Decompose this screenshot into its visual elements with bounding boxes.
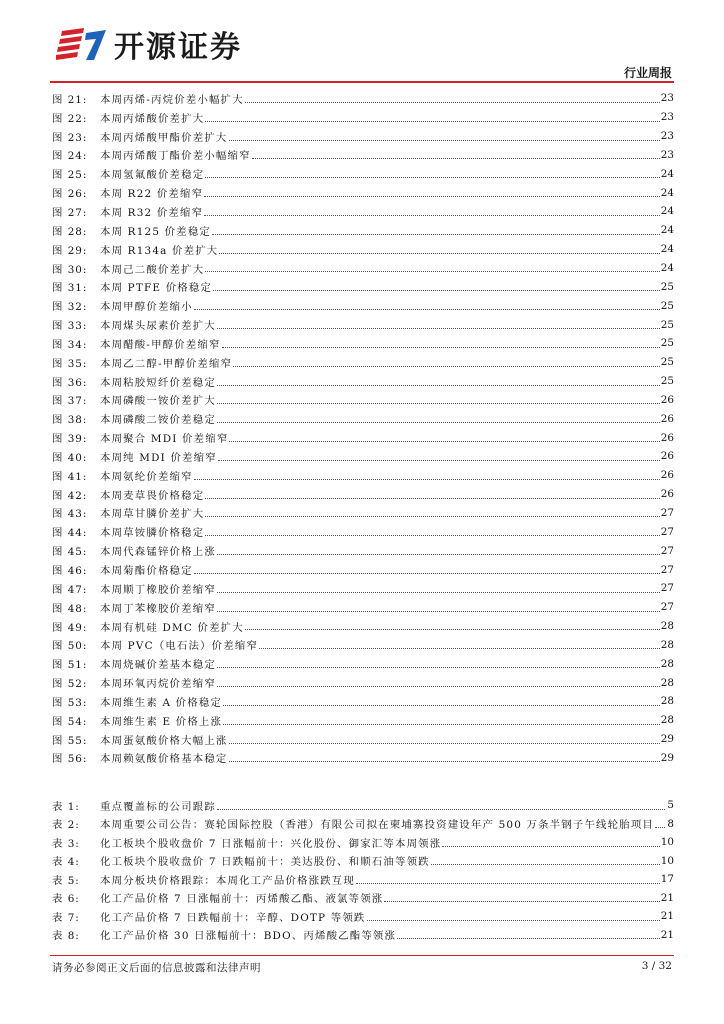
- entry-label: 图 24:: [52, 150, 88, 163]
- entry-page-number: 21: [660, 910, 674, 923]
- dot-leader: [205, 497, 659, 499]
- entry-page-number: 23: [660, 92, 674, 105]
- entry-label: 图 42:: [52, 489, 88, 502]
- entry-label: 图 30:: [52, 263, 88, 276]
- entry-page-number: 24: [660, 205, 674, 218]
- entry-title: 本周磷酸一铵价差扩大: [100, 395, 216, 408]
- figure-index-entry[interactable]: [50, 692, 674, 711]
- logo-text: 开源证券: [114, 30, 242, 65]
- entry-label: 图 31:: [52, 282, 88, 295]
- entry-label: 图 25:: [52, 169, 88, 182]
- entry-label: 图 56:: [52, 753, 88, 766]
- entry-title: 本周丁苯橡胶价差缩窄: [100, 602, 216, 615]
- company-logo: [56, 22, 242, 66]
- entry-label: 图 51:: [52, 659, 88, 672]
- entry-label: 图 28:: [52, 225, 88, 238]
- dot-leader: [205, 534, 659, 536]
- entry-page-number: 27: [660, 544, 674, 557]
- footer-divider: [50, 955, 674, 956]
- dot-leader: [217, 553, 660, 555]
- dot-leader: [205, 270, 659, 272]
- figure-index-entry[interactable]: [50, 579, 674, 598]
- entry-label: 表 1:: [52, 800, 80, 813]
- entry-label: 图 43:: [52, 508, 88, 521]
- entry-title: 本周氢氟酸价差稳定: [100, 169, 205, 182]
- table-index-entry[interactable]: [50, 870, 674, 889]
- dot-leader: [229, 440, 659, 442]
- entry-page-number: 24: [660, 186, 674, 199]
- entry-title: 本周 R32 价差缩窄: [100, 206, 204, 219]
- figure-index-entry[interactable]: [50, 240, 674, 259]
- entry-label: 图 50:: [52, 640, 88, 653]
- entry-label: 图 35:: [52, 357, 88, 370]
- figure-index-entry[interactable]: [50, 560, 674, 579]
- table-index-entry[interactable]: [50, 889, 674, 908]
- dot-leader: [213, 289, 660, 291]
- figure-index-entry[interactable]: [50, 447, 674, 466]
- entry-title: 本周草铵膦价格稳定: [100, 527, 205, 540]
- dot-leader: [442, 845, 659, 847]
- entry-title: 本周 R134a 价差扩大: [100, 244, 219, 257]
- figure-index-entry[interactable]: [50, 259, 674, 278]
- entry-title: 重点覆盖标的公司跟踪: [100, 800, 216, 813]
- dot-leader: [217, 610, 660, 612]
- entry-label: 图 27:: [52, 206, 88, 219]
- entry-page-number: 28: [660, 695, 674, 708]
- page-indicator: 3 / 32: [641, 960, 672, 972]
- entry-label: 图 41:: [52, 470, 88, 483]
- dot-leader: [223, 723, 660, 725]
- entry-page-number: 26: [660, 393, 674, 406]
- entry-page-number: 24: [660, 262, 674, 275]
- entry-page-number: 23: [660, 148, 674, 161]
- entry-page-number: 25: [660, 337, 674, 350]
- entry-title: 本周丙烯酸价差扩大: [100, 112, 205, 125]
- entry-page-number: 27: [660, 563, 674, 576]
- figure-index-entry[interactable]: [50, 372, 674, 391]
- dot-leader: [259, 647, 660, 649]
- entry-title: 本周维生素 E 价格上涨: [100, 715, 223, 728]
- entry-title: 本周丙烯酸甲酯价差扩大: [100, 131, 228, 144]
- entry-label: 图 40:: [52, 451, 88, 464]
- entry-title: 本周甲醇价差缩小: [100, 301, 193, 314]
- entry-label: 图 23:: [52, 131, 88, 144]
- entry-title: 本周有机硅 DMC 价差扩大: [100, 621, 244, 634]
- entry-label: 表 6:: [52, 893, 80, 906]
- entry-label: 图 49:: [52, 621, 88, 634]
- entry-label: 表 8:: [52, 930, 80, 943]
- figure-index-entry[interactable]: [50, 89, 674, 108]
- entry-title: 本周 R22 价差缩窄: [100, 188, 204, 201]
- figure-index-entry[interactable]: [50, 127, 674, 146]
- entry-title: 本周分板块价格跟踪：本周化工产品价格涨跌互现: [100, 874, 355, 887]
- figure-index-entry[interactable]: [50, 146, 674, 165]
- entry-title: 本周 R125 价差稳定: [100, 225, 212, 238]
- entry-page-number: 28: [660, 620, 674, 633]
- dot-leader: [212, 233, 660, 235]
- dot-leader: [229, 760, 660, 762]
- dot-leader: [217, 327, 660, 329]
- dot-leader: [252, 157, 660, 159]
- entry-title: 本周醋酸-甲醇价差缩窄: [100, 338, 221, 351]
- entry-page-number: 26: [660, 488, 674, 501]
- entry-label: 图 47:: [52, 583, 88, 596]
- entry-label: 图 22:: [52, 112, 88, 125]
- entry-page-number: 29: [660, 733, 674, 746]
- entry-page-number: 23: [660, 130, 674, 143]
- dot-leader: [384, 900, 659, 902]
- table-index-entry[interactable]: [50, 926, 674, 945]
- figure-index-entry[interactable]: [50, 108, 674, 127]
- entry-page-number: 25: [660, 299, 674, 312]
- entry-title: 化工产品价格 7 日跌幅前十：辛醇、DOTP 等领跌: [100, 911, 366, 924]
- entry-page-number: 28: [660, 657, 674, 670]
- entry-title: 本周顺丁橡胶价差缩窄: [100, 583, 216, 596]
- entry-label: 图 54:: [52, 715, 88, 728]
- footer-disclaimer: 请务必参阅正文后面的信息披露和法律声明: [52, 962, 261, 974]
- dot-leader: [229, 139, 660, 141]
- entry-label: 图 36:: [52, 376, 88, 389]
- figure-index-entry[interactable]: [50, 598, 674, 617]
- figure-index-entry[interactable]: [50, 409, 674, 428]
- entry-page-number: 5: [667, 799, 674, 812]
- entry-title: 本周氨纶价差缩窄: [100, 470, 193, 483]
- entry-label: 图 53:: [52, 696, 88, 709]
- entry-label: 图 32:: [52, 301, 88, 314]
- entry-title: 本周草甘膦价差扩大: [100, 508, 205, 521]
- entry-label: 表 2:: [52, 819, 80, 832]
- figure-index-entry[interactable]: [50, 221, 674, 240]
- figure-index-entry[interactable]: [50, 522, 674, 541]
- figure-index-entry[interactable]: [50, 711, 674, 730]
- dot-leader: [655, 826, 665, 828]
- dot-leader: [217, 421, 660, 423]
- dot-leader: [223, 704, 660, 706]
- dot-leader: [245, 628, 660, 630]
- entry-title: 本周纯 MDI 价差缩窄: [100, 451, 217, 464]
- dot-leader: [219, 252, 659, 254]
- entry-label: 图 45:: [52, 546, 88, 559]
- entry-label: 图 37:: [52, 395, 88, 408]
- dot-leader: [217, 591, 660, 593]
- entry-page-number: 25: [660, 280, 674, 293]
- dot-leader: [218, 459, 660, 461]
- entry-page-number: 27: [660, 506, 674, 519]
- entry-title: 本周己二酸价差扩大: [100, 263, 205, 276]
- table-index-entry[interactable]: [50, 796, 674, 815]
- figure-index-entry[interactable]: [50, 485, 674, 504]
- entry-page-number: 28: [660, 638, 674, 651]
- entry-page-number: 28: [660, 714, 674, 727]
- entry-page-number: 25: [660, 375, 674, 388]
- entry-page-number: 21: [660, 928, 674, 941]
- figure-index-entry[interactable]: [50, 730, 674, 749]
- entry-label: 图 33:: [52, 320, 88, 333]
- figure-index-entry[interactable]: [50, 315, 674, 334]
- header-divider: [50, 81, 674, 83]
- dot-leader: [205, 515, 659, 517]
- figure-index-entry[interactable]: [50, 353, 674, 372]
- figure-index-entry[interactable]: [50, 334, 674, 353]
- entry-page-number: 23: [660, 111, 674, 124]
- dot-leader: [217, 666, 660, 668]
- figure-index-entry[interactable]: [50, 654, 674, 673]
- figure-index-entry[interactable]: [50, 635, 674, 654]
- page-header: [0, 0, 724, 82]
- dot-leader: [194, 572, 660, 574]
- entry-page-number: 25: [660, 356, 674, 369]
- dot-leader: [204, 195, 660, 197]
- entry-title: 本周丙烯-丙烷价差小幅扩大: [100, 93, 244, 106]
- entry-page-number: 17: [660, 873, 674, 886]
- entry-label: 图 29:: [52, 244, 88, 257]
- entry-title: 本周乙二醇-甲醇价差缩窄: [100, 357, 233, 370]
- entry-page-number: 26: [660, 431, 674, 444]
- entry-title: 化工产品价格 30 日涨幅前十：BDO、丙烯酸乙酯等领涨: [100, 930, 397, 943]
- entry-title: 本周代森锰锌价格上涨: [100, 546, 216, 559]
- entry-title: 本周环氧丙烷价差缩窄: [100, 678, 216, 691]
- dot-leader: [245, 101, 660, 103]
- entry-title: 本周煤头尿素价差扩大: [100, 320, 216, 333]
- entry-label: 图 55:: [52, 734, 88, 747]
- dot-leader: [217, 808, 665, 810]
- entry-page-number: 10: [660, 836, 674, 849]
- dot-leader: [367, 919, 660, 921]
- figure-index-entry[interactable]: [50, 673, 674, 692]
- entry-label: 图 38:: [52, 414, 88, 427]
- logo-mark-icon: [56, 27, 108, 61]
- entry-title: 本周麦草畏价格稳定: [100, 489, 205, 502]
- dot-leader: [205, 176, 659, 178]
- entry-label: 表 4:: [52, 856, 80, 869]
- figure-index-entry[interactable]: [50, 428, 674, 447]
- entry-page-number: 24: [660, 167, 674, 180]
- entry-title: 本周 PTFE 价格稳定: [100, 282, 213, 295]
- entry-page-number: 27: [660, 582, 674, 595]
- entry-label: 表 3:: [52, 837, 80, 850]
- entry-title: 本周聚合 MDI 价差缩窄: [100, 433, 229, 446]
- entry-page-number: 21: [660, 891, 674, 904]
- entry-title: 化工产品价格 7 日涨幅前十：丙烯酸乙酯、液氯等领涨: [100, 893, 384, 906]
- table-index-entry[interactable]: [50, 815, 674, 834]
- entry-title: 本周丙烯酸丁酯价差小幅缩窄: [100, 150, 251, 163]
- entry-title: 化工板块个股收盘价 7 日涨幅前十：兴化股份、御家汇等本周领涨: [100, 837, 442, 850]
- dot-leader: [194, 478, 660, 480]
- entry-title: 本周蛋氨酸价格大幅上涨: [100, 734, 228, 747]
- entry-label: 图 44:: [52, 527, 88, 540]
- figure-index-entry[interactable]: [50, 202, 674, 221]
- entry-title: 本周维生素 A 价格稳定: [100, 696, 223, 709]
- table-index: [50, 796, 674, 944]
- figure-index-entry[interactable]: [50, 277, 674, 296]
- entry-title: 本周 PVC（电石法）价差缩窄: [100, 640, 259, 653]
- entry-label: 表 5:: [52, 874, 80, 887]
- entry-page-number: 8: [667, 817, 674, 830]
- entry-label: 图 52:: [52, 678, 88, 691]
- entry-page-number: 24: [660, 224, 674, 237]
- figure-index-entry[interactable]: [50, 617, 674, 636]
- entry-title: 本周烧碱价差基本稳定: [100, 659, 216, 672]
- dot-leader: [217, 685, 660, 687]
- table-index-entry[interactable]: [50, 907, 674, 926]
- figure-index-entry[interactable]: [50, 541, 674, 560]
- entry-page-number: 25: [660, 318, 674, 331]
- entry-page-number: 27: [660, 525, 674, 538]
- dot-leader: [194, 308, 660, 310]
- entry-page-number: 26: [660, 469, 674, 482]
- figure-index-entry[interactable]: [50, 466, 674, 485]
- entry-label: 图 48:: [52, 602, 88, 615]
- entry-title: 本周菊酯价格稳定: [100, 565, 193, 578]
- entry-label: 图 34:: [52, 338, 88, 351]
- entry-label: 图 39:: [52, 433, 88, 446]
- dot-leader: [217, 384, 660, 386]
- entry-title: 化工板块个股收盘价 7 日跌幅前十：美达股份、和顺石油等领跌: [100, 856, 430, 869]
- entry-page-number: 26: [660, 412, 674, 425]
- dot-leader: [205, 120, 659, 122]
- dot-leader: [233, 365, 660, 367]
- figure-index-entry[interactable]: [50, 391, 674, 410]
- entry-page-number: 27: [660, 601, 674, 614]
- table-index-entry[interactable]: [50, 852, 674, 871]
- figure-index-entry[interactable]: [50, 504, 674, 523]
- entry-label: 图 46:: [52, 565, 88, 578]
- table-index-entry[interactable]: [50, 833, 674, 852]
- entry-page-number: 26: [660, 450, 674, 463]
- entry-page-number: 29: [660, 751, 674, 764]
- entry-title: 本周赖氨酸价格基本稳定: [100, 753, 228, 766]
- entry-page-number: 10: [660, 854, 674, 867]
- entry-label: 表 7:: [52, 911, 80, 924]
- dot-leader: [397, 937, 660, 939]
- figure-index: [50, 89, 674, 767]
- dot-leader: [229, 742, 660, 744]
- entry-page-number: 24: [660, 243, 674, 256]
- figure-index-entry[interactable]: [50, 164, 674, 183]
- dot-leader: [431, 863, 660, 865]
- dot-leader: [204, 214, 660, 216]
- entry-label: 图 26:: [52, 188, 88, 201]
- dot-leader: [356, 882, 660, 884]
- figure-index-entry[interactable]: [50, 183, 674, 202]
- entry-title: 本周磷酸二铵价差稳定: [100, 414, 216, 427]
- dot-leader: [222, 346, 660, 348]
- report-type: 行业周报: [623, 66, 672, 80]
- figure-index-entry[interactable]: [50, 296, 674, 315]
- entry-title: 本周重要公司公告：赛轮国际控股（香港）有限公司拟在柬埔寨投资建设年产 500 万条半钢子午线轮胎项目: [100, 819, 655, 832]
- entry-label: 图 21:: [52, 93, 88, 106]
- entry-page-number: 28: [660, 676, 674, 689]
- dot-leader: [217, 402, 660, 404]
- entry-title: 本周粘胶短纤价差稳定: [100, 376, 216, 389]
- figure-index-entry[interactable]: [50, 749, 674, 768]
